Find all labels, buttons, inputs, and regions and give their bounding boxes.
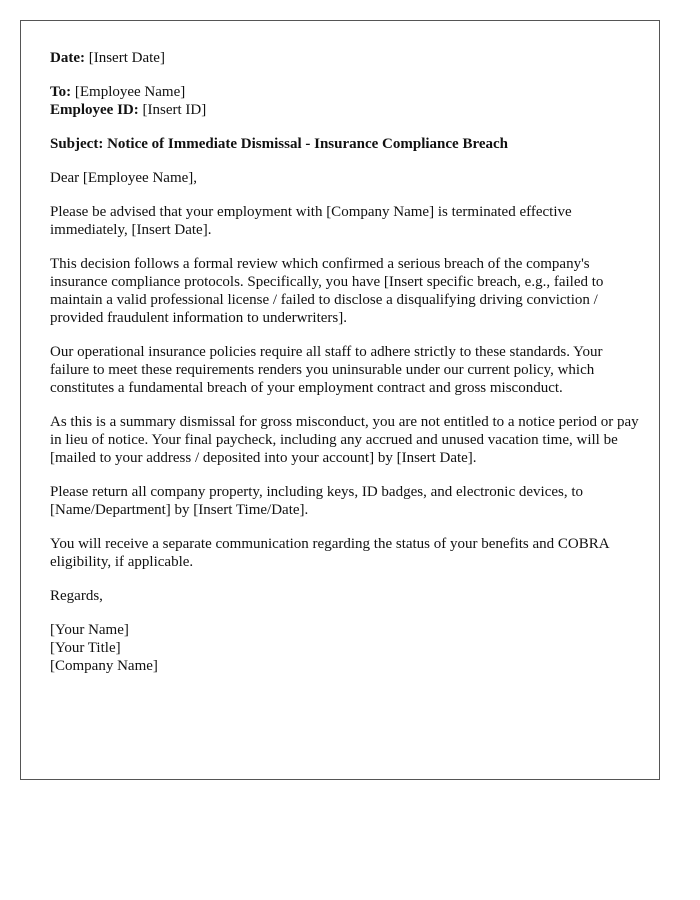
date-label: Date: [50,50,85,66]
recipient-block [50,83,640,119]
paragraph-policy: Our operational insurance policies require all staff to adhere strictly to these standards. Your failure to meet these requirements renders you uninsurable under our current policy, which constitutes a fundamental breach of your employment contract and gross misconduct. [50,344,603,396]
closing: Regards, [50,588,103,604]
paragraph-benefits: You will receive a separate communication regarding the status of your benefits and COBRA eligibility, if applicable. [50,536,609,570]
subject-line: Subject: Notice of Immediate Dismissal - Insurance Compliance Breach [50,136,509,152]
employee-id-label: Employee ID: [50,102,139,118]
date-value: [Insert Date] [88,50,165,66]
letter-page [20,20,660,780]
employee-id-line [50,101,640,119]
signature-company: [Company Name] [50,658,158,674]
letter-content [50,49,640,691]
signature-title: [Your Title] [50,640,121,656]
to-line [50,83,640,101]
employee-id-value: [Insert ID] [142,102,207,118]
signature-block [50,621,640,675]
paragraph-termination: Please be advised that your employment with [Company Name] is terminated effective immediately, [Insert Date]. [50,204,572,238]
paragraph-review: This decision follows a formal review which confirmed a serious breach of the company's insurance compliance protocols. Specifically, you have [Insert specific breach, e.g., failed to maintain a valid professional license / failed to disclose a disqualifying driving conviction / provided fraudulent information to underwriters]. [50,256,604,326]
date-line [50,49,640,67]
salutation: Dear [Employee Name], [50,170,198,186]
to-label: To: [50,84,72,100]
to-value: [Employee Name] [74,84,186,100]
signature-name: [Your Name] [50,622,129,638]
paragraph-return-property: Please return all company property, including keys, ID badges, and electronic devices, to [Name/Department] by [Insert Time/Date]. [50,484,584,518]
paragraph-summary-dismissal: As this is a summary dismissal for gross misconduct, you are not entitled to a notice period or pay in lieu of notice. Your final paycheck, including any accrued and unused vacation time, will be [mailed to your address / deposited into your account] by [Insert Date]. [50,414,639,466]
